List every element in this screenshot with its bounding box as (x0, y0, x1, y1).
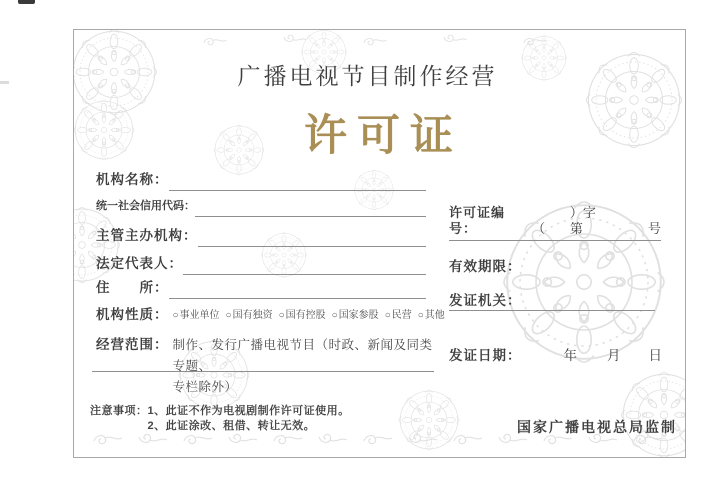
certificate-subtitle: 广播电视节目制作经营 (237, 63, 498, 89)
supervisor-org-blank-line (198, 228, 427, 247)
license-number-label: 许可证编号： (449, 205, 506, 236)
day-label: 日 (648, 348, 662, 363)
scan-artifact-top (18, 0, 35, 4)
issuer-label: 发证机关： (449, 293, 522, 308)
radio-circle-icon: ○ (278, 310, 285, 321)
certificate-title: 许可证 (304, 112, 463, 160)
radio-circle-icon: ○ (225, 310, 232, 321)
field-business-scope (96, 335, 441, 398)
legal-rep-blank-line (183, 256, 426, 275)
legal-rep-label: 法定代表人： (96, 256, 183, 271)
validity-label: 有效期限： (449, 259, 522, 274)
option-label: 其他 (424, 310, 445, 321)
notes-label: 注意事项： (90, 405, 148, 417)
credit-code-blank-line (195, 200, 426, 217)
note-item-2: 2、此证涂改、租借、转让无效。 (147, 420, 316, 432)
note-item-1: 1、此证不作为电视剧制作许可证使用。 (147, 405, 350, 417)
field-org-name (96, 172, 426, 191)
open-paren: （ (532, 221, 546, 236)
business-scope-line2: 专栏除外） (172, 380, 238, 394)
field-credit-code (96, 200, 426, 217)
business-scope-line1: 制作、发行广播电视节目（时政、新闻及同类专题、 (172, 338, 433, 373)
option-state-share (332, 309, 379, 322)
option-label: 国有控股 (285, 310, 326, 321)
business-scope-blank-line (92, 371, 434, 372)
business-scope-value (173, 335, 442, 398)
license-certificate (73, 29, 686, 458)
field-validity (449, 255, 661, 275)
org-nature-label: 机构性质： (96, 307, 169, 322)
option-public-institution (173, 309, 220, 322)
option-private (385, 309, 412, 322)
year-label: 年 (563, 348, 577, 363)
close-paren-zi-di: ）字第 (569, 205, 596, 236)
number-suffix: 号 (647, 221, 661, 236)
option-label: 国家参股 (338, 310, 379, 321)
option-label: 事业单位 (179, 310, 220, 321)
field-org-nature (96, 307, 445, 326)
option-other (418, 309, 445, 322)
option-state-holding (279, 309, 326, 322)
business-scope-label: 经营范围： (96, 337, 169, 352)
notes-items (148, 404, 350, 434)
field-legal-rep (96, 256, 426, 275)
option-state-sole (226, 309, 273, 322)
field-address (96, 280, 426, 299)
option-label: 民营 (391, 310, 412, 321)
option-label: 国有独资 (232, 310, 273, 321)
supervisor-org-label: 主管主办机构： (96, 228, 198, 243)
notes-block (90, 404, 350, 434)
org-name-blank-line (169, 172, 427, 191)
address-blank-line (169, 280, 427, 299)
field-issue-date (449, 348, 674, 364)
radio-circle-icon: ○ (172, 310, 179, 321)
month-label: 月 (607, 348, 621, 363)
field-supervisor-org (96, 228, 426, 247)
org-name-label: 机构名称： (96, 172, 169, 187)
field-issuer (449, 293, 655, 311)
radio-circle-icon: ○ (331, 310, 338, 321)
address-label: 住 所： (96, 280, 169, 295)
scan-artifact-left (0, 81, 9, 84)
radio-circle-icon: ○ (384, 310, 391, 321)
radio-circle-icon: ○ (417, 310, 424, 321)
field-license-number (449, 205, 661, 241)
issue-date-label: 发证日期： (449, 348, 522, 363)
supervising-authority: 国家广播电视总局监制 (517, 419, 677, 435)
credit-code-label: 统一社会信用代码： (96, 200, 195, 212)
org-nature-options (173, 309, 445, 326)
